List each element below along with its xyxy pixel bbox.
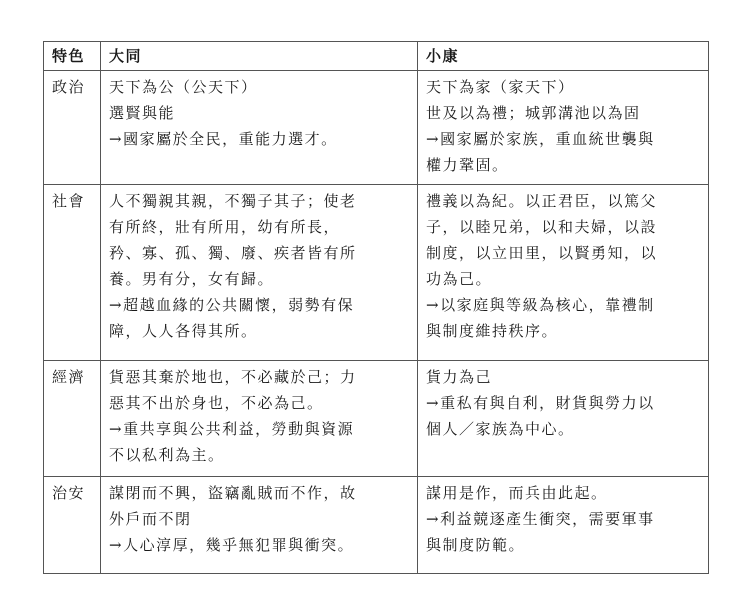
text-line: 養。男有分，女有歸。: [109, 270, 275, 288]
header-row: [44, 42, 709, 71]
text-line: 謀用是作，而兵由此起。: [426, 484, 608, 502]
text-line: 天下為家（家天下）: [426, 78, 575, 96]
xiaokang-cell: [418, 361, 709, 477]
text-line: 貨惡其棄於地也，不必藏於己；力: [109, 368, 357, 386]
header-feature: 特色: [44, 42, 101, 71]
header-xiaokang: 小康: [418, 42, 709, 71]
text-line: 矜、寡、孤、獨、廢、疾者皆有所: [109, 244, 357, 262]
text-line: 與制度維持秩序。: [426, 322, 559, 340]
feature-cell: 社會: [44, 185, 101, 361]
text-line: 惡其不出於身也，不必為己。: [109, 394, 324, 412]
text-line: 障，人人各得其所。: [109, 322, 258, 340]
text-line: 子，以睦兄弟，以和夫婦，以設: [426, 218, 658, 236]
text-line: 與制度防範。: [426, 536, 526, 554]
text-line: 外戶而不閉: [109, 510, 192, 528]
xiaokang-cell: [418, 71, 709, 185]
datong-cell: [101, 477, 418, 574]
text-line: 不以私利為主。: [109, 446, 225, 464]
feature-cell: 經濟: [44, 361, 101, 477]
text-line: 個人／家族為中心。: [426, 420, 575, 438]
datong-cell: [101, 361, 418, 477]
text-line: →人心淳厚，幾乎無犯罪與衝突。: [109, 536, 355, 554]
table-row-politics: [44, 71, 709, 185]
text-line: 制度，以立田里，以賢勇知，以: [426, 244, 658, 262]
text-line: 選賢與能: [109, 104, 176, 122]
header-datong: 大同: [101, 42, 418, 71]
datong-cell: [101, 71, 418, 185]
text-line: →利益競逐產生衝突，需要軍事: [426, 510, 655, 528]
text-line: 貨力為己: [426, 368, 493, 386]
text-line: 禮義以為紀。以正君臣，以篤父: [426, 192, 658, 210]
text-line: 有所終，壯有所用，幼有所長，: [109, 218, 341, 236]
comparison-table: [43, 41, 709, 574]
text-line: →國家屬於全民，重能力選才。: [109, 130, 338, 148]
feature-cell: 治安: [44, 477, 101, 574]
text-line: 世及以為禮；城郭溝池以為固: [426, 104, 641, 122]
text-line: 人不獨親其親，不獨子其子；使老: [109, 192, 357, 210]
text-line: 功為己。: [426, 270, 493, 288]
text-line: 天下為公（公天下）: [109, 78, 258, 96]
datong-cell: [101, 185, 418, 361]
table-row-economy: [44, 361, 709, 477]
feature-cell: 政治: [44, 71, 101, 185]
text-line: 謀閉而不興，盜竊亂賊而不作，故: [109, 484, 357, 502]
text-line: 權力鞏固。: [426, 156, 509, 174]
table-row-security: [44, 477, 709, 574]
table-row-society: [44, 185, 709, 361]
text-line: →重共享與公共利益，勞動與資源: [109, 420, 355, 438]
text-line: →國家屬於家族，重血統世襲與: [426, 130, 655, 148]
text-line: →以家庭與等級為核心，靠禮制: [426, 296, 655, 314]
text-line: →超越血緣的公共關懷，弱勢有保: [109, 296, 355, 314]
text-line: →重私有與自利，財貨與勞力以: [426, 394, 655, 412]
xiaokang-cell: [418, 477, 709, 574]
xiaokang-cell: [418, 185, 709, 361]
